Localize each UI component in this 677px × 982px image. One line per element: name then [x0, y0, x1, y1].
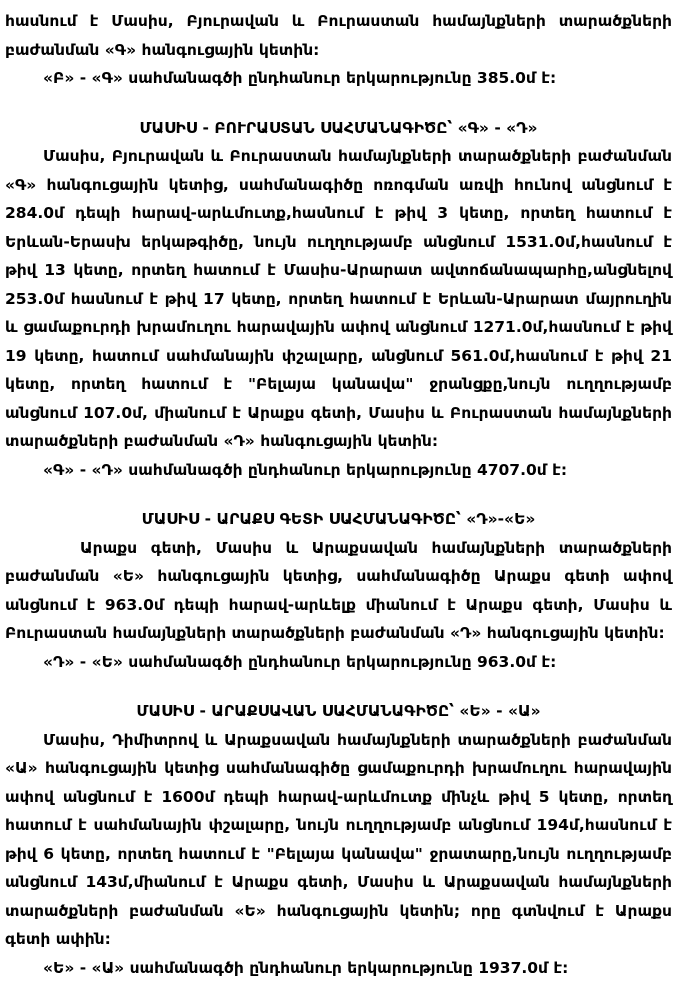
section-masis-burastan: [5, 114, 672, 485]
continuation-paragraph: հասնում է Մասիս, Բյուրավան և Բուրաստան համայնքների տարածքների բաժանման «Գ» հանգուցային կետին:: [5, 7, 672, 64]
section-body-masis-araksavan: Մասիս, Դիմիտրով և Արաքսավան համայնքների տարածքների բաժանման «Ա» հանգուցային կետից սահմանագիծը ցամաքուրդի խրամուղու հարավային ափով անցնում է 1600մ դեպի հարավ-արևմուտք մինչև թիվ 5 կետը, որտեղ հատում է սահմանային փշալարը, նույն ուղղությամբ անցնում 194մ,հասնում է թիվ 6 կետը, որտեղ հատում է "Բելայա կանավա" ջրատարը,նույն ուղղությամբ անցնում 143մ,միանում է Արաքս գետի, Մասիս և Արաքսավան համայնքների տարածքների բաժանման «Ե» հանգուցային կետին; որը գտնվում է Արաքս գետի ափին:: [5, 726, 672, 954]
section-masis-araksavan: [5, 697, 672, 982]
section-heading-masis-araks-river: ՄԱՍԻՍ - ԱՐԱՔՍ ԳԵՏԻ ՍԱՀՄԱՆԱԳԻԾԸ՝ «Դ»-«Ե»: [5, 505, 672, 534]
section-heading-masis-burastan: ՄԱՍԻՍ - ԲՈՒՐԱՍՏԱՆ ՍԱՀՄԱՆԱԳԻԾԸ՝ «Գ» - «Դ»: [5, 114, 672, 143]
section-heading-masis-araksavan: ՄԱՍԻՍ - ԱՐԱՔՍԱՎԱՆ ՍԱՀՄԱՆԱԳԻԾԸ՝ «Ե» - «Ա»: [5, 697, 672, 726]
section-body-masis-araks-river: Արաքս գետի, Մասիս և Արաքսավան համայնքների տարածքների բաժանման «Ե» հանգուցային կետից, սահմանագիծը Արաքս գետի ափով անցնում է 963.0մ դեպի հարավ-արևելք միանում է Արաքս գետի, Մասիս և Բուրաստան համայնքների տարածքների բաժանման «Դ» հանգուցային կետին:: [5, 534, 672, 648]
summary-line-b-g: «Բ» - «Գ» սահմանագծի ընդհանուր երկարությունը 385.0մ է:: [5, 64, 672, 93]
section-body-masis-burastan: Մասիս, Բյուրավան և Բուրաստան համայնքների տարածքների բաժանման «Գ» հանգուցային կետից, սահմանագիծը ոռոգման առվի հունով անցնում է 284.0մ դեպի հարավ-արևմուտք,հասնում է թիվ 3 կետը, որտեղ հատում է Երևան-Երասխ երկաթգիծը, նույն ուղղությամբ անցնում 1531.0մ,հասնում է թիվ 13 կետը, որտեղ հատում է Մասիս-Արարատ ավտոճանապարհը,անցնելով 253.0մ հասնում է թիվ 17 կետը, որտեղ հատում է Երևան-Արարատ մայրուղին և ցամաքուրդի խրամուղու հարավային ափով անցնում 1271.0մ,հասնում է թիվ 19 կետը, հատում սահմանային փշալարը, անցնում 561.0մ,հասնում է թիվ 21 կետը, որտեղ հատում է "Բելայա կանավա" ջրանցքը,նույն ուղղությամբ անցնում 107.0մ, միանում է Արաքս գետի, Մասիս և Բուրաստան համայնքների տարածքների բաժանման «Դ» հանգուցային կետին:: [5, 142, 672, 456]
summary-line-e-a: «Ե» - «Ա» սահմանագծի ընդհանուր երկարությունը 1937.0մ է:: [5, 954, 672, 982]
summary-line-d-e: «Դ» - «Ե» սահմանագծի ընդհանուր երկարությունը 963.0մ է:: [5, 648, 672, 677]
summary-line-g-d: «Գ» - «Դ» սահմանագծի ընդհանուր երկարությունը 4707.0մ է:: [5, 456, 672, 485]
section-masis-araks-river: [5, 505, 672, 676]
